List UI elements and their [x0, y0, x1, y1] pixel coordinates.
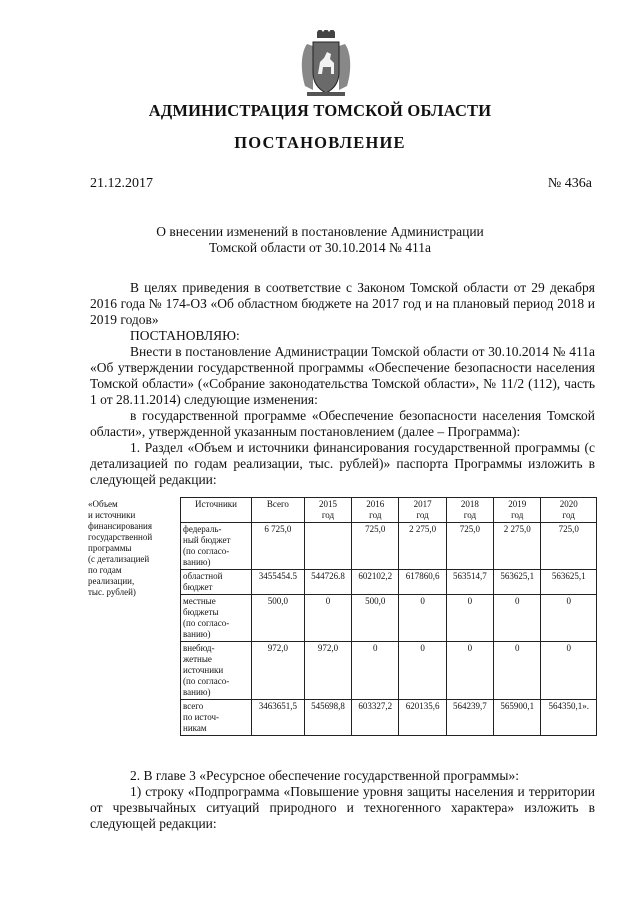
table-value-cell: 972,0: [252, 642, 305, 700]
document-number: № 436а: [547, 176, 592, 191]
table-value-cell: 0: [446, 642, 493, 700]
table-header-cell: 2017 год: [399, 498, 446, 523]
paragraph-amend: Внести в постановление Администрации Томской области от 30.10.2014 № 411а «Об утверждении государственной программы «Обеспечение безопасности населения Томской области» («Собрание законодательства Томской области», № 11/2 (112), часть 1 от 28.11.2014) следующие изменения:: [90, 344, 595, 407]
table-source-cell: областной бюджет: [181, 570, 252, 595]
table-value-cell: 0: [352, 642, 399, 700]
table-source-cell: федераль- ный бюджет (по согласо- ванию): [181, 523, 252, 570]
table-value-cell: 2 275,0: [399, 523, 446, 570]
financing-table: [86, 497, 597, 736]
table-value-cell: 617860,6: [399, 570, 446, 595]
document-date: 21.12.2017: [90, 176, 153, 191]
document-body-continued: [90, 768, 595, 832]
table-value-cell: 972,0: [304, 642, 351, 700]
paragraph-item-2: 2. В главе 3 «Ресурсное обеспечение государственной программы»:: [130, 768, 519, 783]
table-header-cell: 2015 год: [304, 498, 351, 523]
table-header-cell: 2016 год: [352, 498, 399, 523]
table-value-cell: 3455454.5: [252, 570, 305, 595]
table-header-cell: 2018 год: [446, 498, 493, 523]
table-header-row: [86, 498, 597, 523]
table-value-cell: 0: [541, 595, 597, 642]
table-value-cell: 603327,2: [352, 700, 399, 736]
table-value-cell: 725,0: [352, 523, 399, 570]
table-header-cell: 2019 год: [494, 498, 541, 523]
table-value-cell: 563625,1: [541, 570, 597, 595]
table-row-label: «Объем и источники финансирования государственной программы (с детализацией по годам реализации, тыс. рублей): [88, 498, 153, 597]
table-value-cell: 565900,1: [494, 700, 541, 736]
table-source-cell: внебюд- жетные источники (по согласо- ванию): [181, 642, 252, 700]
table-value-cell: 563514,7: [446, 570, 493, 595]
table-value-cell: 0: [446, 595, 493, 642]
table-value-cell: 2 275,0: [494, 523, 541, 570]
table-header-cell: Источники: [181, 498, 252, 523]
table-value-cell: 3463651,5: [252, 700, 305, 736]
table-value-cell: 500,0: [252, 595, 305, 642]
table-value-cell: 545698,8: [304, 700, 351, 736]
table-value-cell: 564350,1».: [541, 700, 597, 736]
table-value-cell: 0: [494, 595, 541, 642]
document-type: ПОСТАНОВЛЕНИЕ: [234, 133, 406, 152]
subject-line-1: О внесении изменений в постановление Администрации: [156, 224, 484, 239]
table-value-cell: 0: [399, 595, 446, 642]
table-value-cell: 725,0: [541, 523, 597, 570]
table-value-cell: 564239,7: [446, 700, 493, 736]
paragraph-item-1: 1. Раздел «Объем и источники финансирования государственной программы (с детализацией по годам реализации, тыс. рублей)» паспорта Программы изложить в следующей редакции:: [90, 440, 595, 487]
table-value-cell: 602102,2: [352, 570, 399, 595]
table-value-cell: 0: [399, 642, 446, 700]
table-value-cell: 6 725,0: [252, 523, 305, 570]
table-value-cell: 0: [304, 595, 351, 642]
coat-of-arms-emblem: [297, 30, 355, 98]
table-header-cell: 2020 год: [541, 498, 597, 523]
paragraph-preamble: В целях приведения в соответствие с Законом Томской области от 29 декабря 2016 года № 174-ОЗ «Об областном бюджете на 2017 год и на плановый период 2018 и 2019 годов»: [90, 280, 595, 327]
organization-title: АДМИНИСТРАЦИЯ ТОМСКОЙ ОБЛАСТИ: [148, 101, 492, 120]
table-source-cell: местные бюджеты (по согласо- ванию): [181, 595, 252, 642]
table-value-cell: 0: [541, 642, 597, 700]
table-value-cell: 620135,6: [399, 700, 446, 736]
paragraph-resolve: ПОСТАНОВЛЯЮ:: [130, 328, 240, 343]
paragraph-program: в государственной программе «Обеспечение безопасности населения Томской области», утвержденной указанным постановлением (далее – Программа):: [90, 408, 595, 439]
table-value-cell: 0: [494, 642, 541, 700]
table-value-cell: 500,0: [352, 595, 399, 642]
table-value-cell: [304, 523, 351, 570]
table-source-cell: всего по источ- никам: [181, 700, 252, 736]
paragraph-item-2-1: 1) строку «Подпрограмма «Повышение уровня защиты населения и территории от чрезвычайных ситуаций природного и техногенного характера» изложить в следующей редакции:: [90, 784, 595, 831]
subject-line-2: Томской области от 30.10.2014 № 411а: [209, 240, 431, 255]
table-value-cell: 544726.8: [304, 570, 351, 595]
table-value-cell: 563625,1: [494, 570, 541, 595]
document-subject: [100, 224, 540, 256]
document-body: [90, 280, 595, 488]
table-header-cell: Всего: [252, 498, 305, 523]
table-value-cell: 725,0: [446, 523, 493, 570]
